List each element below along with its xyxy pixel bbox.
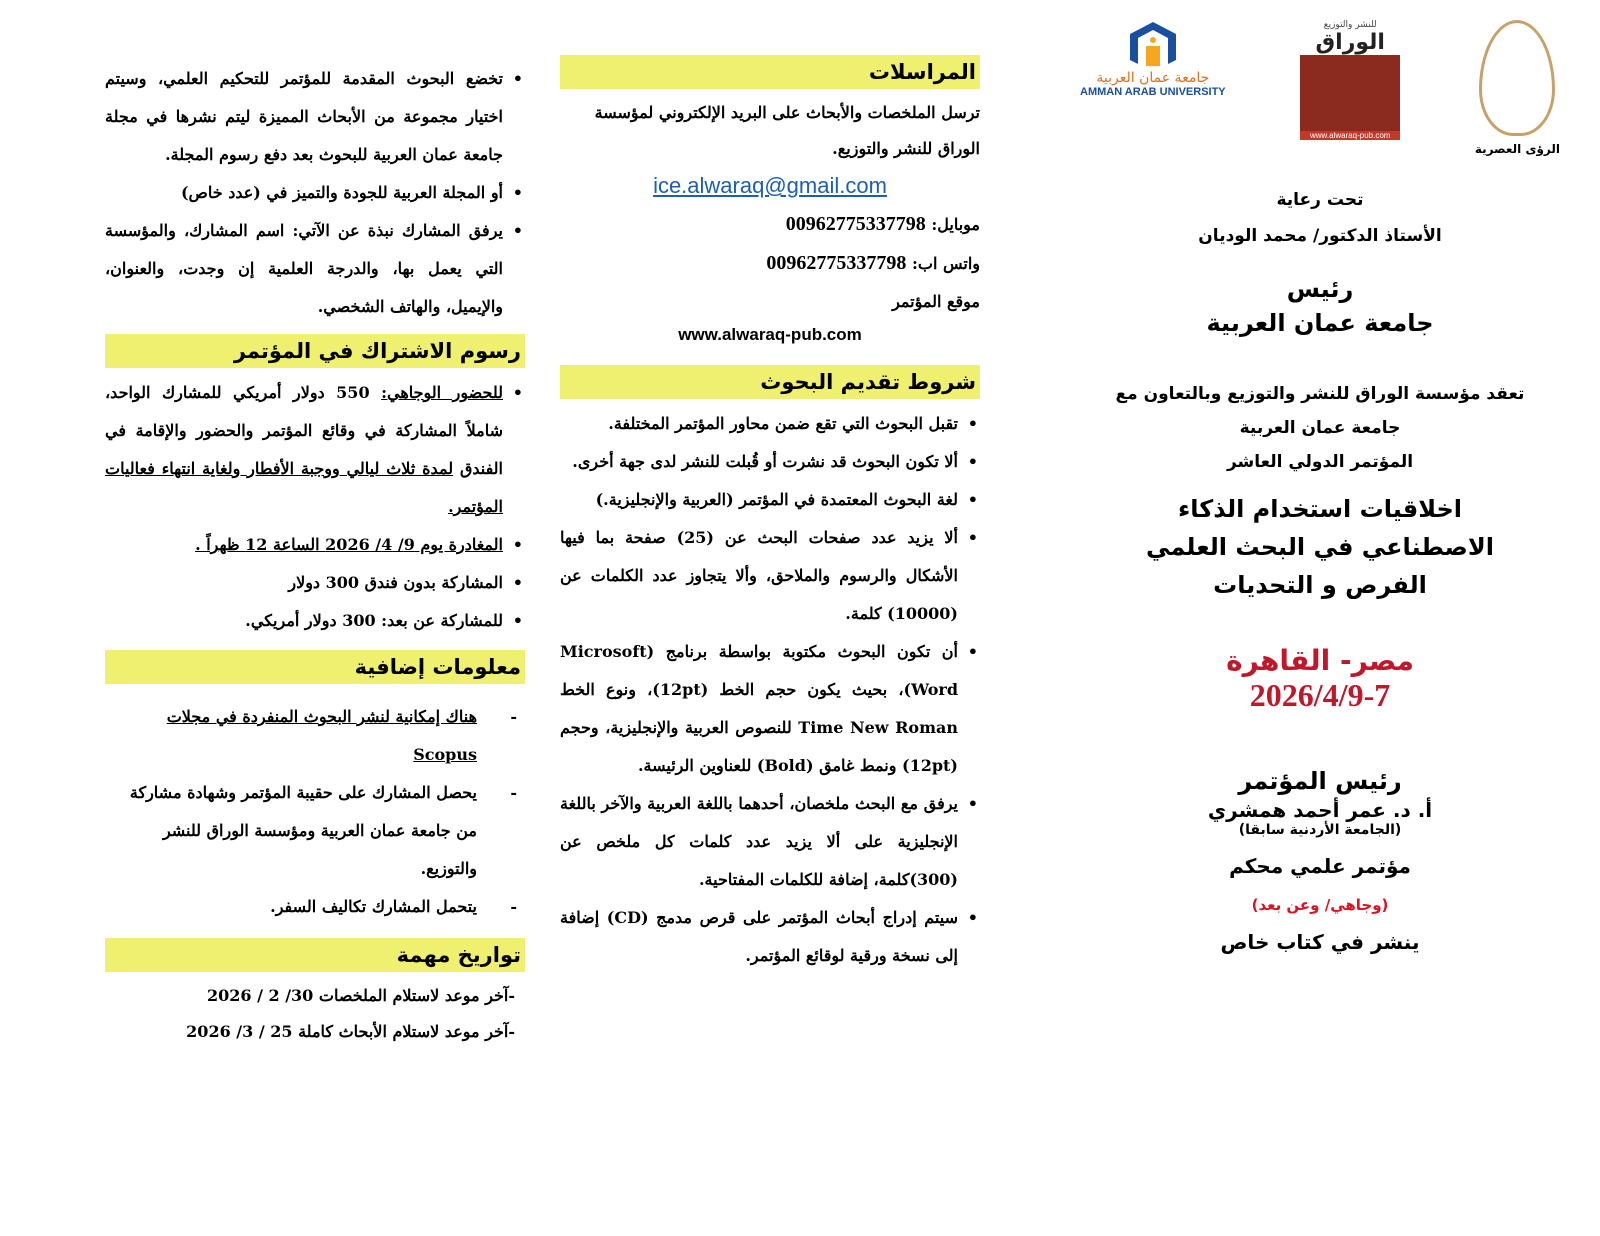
mobile-row: موبايل: 00962775337798 [785, 213, 980, 235]
review-list [105, 60, 525, 326]
submission-heading: شروط تقديم البحوث [560, 365, 980, 399]
patronage-label: تحت رعاية [1276, 190, 1364, 210]
chair-name: أ. د. عمر أحمد همشري [1207, 798, 1433, 822]
alruaa-logo: الرؤى العصرية [1475, 20, 1560, 156]
list-item: • أن تكون البحوث مكتوبة بواسطة برنامج (Microsoft Word)، بحيث يكون حجم الخط (12pt)، ونوع الخط Time New Roman للنصوص العربية والإنجليزية، وحجم (12pt) ونمط غامق (Bold) للعناوين الرئيسة. [560, 633, 958, 785]
cover-panel [1080, 20, 1560, 954]
fee-no-hotel: • المشاركة بدون فندق 300 دولار [105, 564, 503, 602]
patron-role: رئيس [1286, 275, 1354, 303]
website-label: موقع المؤتمر [892, 292, 980, 311]
list-item: • يرفق مع البحث ملخصان، أحدهما باللغة العربية والآخر باللغة الإنجليزية على ألا يزيد عدد كلمات كل ملخص عن (300)كلمة، إضافة للكلمات المفتاحية. [560, 785, 958, 899]
conference-title-1: اخلاقيات استخدام الذكاء [1177, 495, 1463, 523]
additional-info-heading: معلومات إضافية [105, 650, 525, 684]
mobile-number: 00962775337798 [785, 213, 926, 235]
list-item: • يرفق المشارك نبذة عن الآتي: اسم المشارك، والمؤسسة التي يعمل بها، والدرجة العلمية إن وجدت، والعنوان، والإيميل، والهاتف الشخصي. [105, 212, 503, 326]
list-item: - هناك إمكانية لنشر البحوث المنفردة في مجلات Scopus [105, 698, 477, 774]
amman-arab-university-logo: جامعة عمان العربية AMMAN ARAB UNIVERSITY [1080, 20, 1226, 98]
list-item: - يحصل المشارك على حقيبة المؤتمر وشهادة مشاركة من جامعة عمان العربية ومؤسسة الوراق للنشر والتوزيع. [105, 774, 477, 888]
patron-name: الأستاذ الدكتور/ محمد الوديان [1198, 226, 1442, 246]
correspondence-intro: ترسل الملخصات والأبحاث على البريد الإلكتروني لمؤسسة الوراق للنشر والتوزيع. [594, 103, 980, 158]
conference-title-3: الفرص و التحديات [1213, 571, 1427, 599]
list-item: • أو المجلة العربية للجودة والتميز في (عدد خاص) [105, 174, 503, 212]
logos-row [1080, 20, 1560, 170]
organizer-partner: جامعة عمان العربية [1239, 418, 1401, 438]
publication-note: ينشر في كتاب خاص [1220, 930, 1420, 954]
chair-affiliation: (الجامعة الأردنية سابقا) [1238, 822, 1402, 838]
calligraphy-emblem-icon [1479, 20, 1555, 136]
list-item: • لغة البحوث المعتمدة في المؤتمر (العربية والإنجليزية.) [560, 481, 958, 519]
conference-location: مصر- القاهرة [1226, 644, 1414, 677]
list-item: - يتحمل المشارك تكاليف السفر. [105, 888, 477, 926]
fees-heading: رسوم الاشتراك في المؤتمر [105, 334, 525, 368]
list-item: • تقبل البحوث التي تقع ضمن محاور المؤتمر المختلفة. [560, 405, 958, 443]
submission-list [560, 405, 980, 975]
additional-info-list [105, 698, 525, 926]
date-abstracts: -آخر موعد لاستلام الملخصات 30/ 2 / 2026 [206, 986, 515, 1005]
conference-edition: المؤتمر الدولي العاشر [1226, 452, 1414, 472]
list-item: • سيتم إدراج أبحاث المؤتمر على قرص مدمج (CD) إضافة إلى نسخة ورقية لوقائع المؤتمر. [560, 899, 958, 975]
list-item: • ألا تكون البحوث قد نشرت أو قُبلت للنشر لدى جهة أخرى. [560, 443, 958, 481]
left-panel [105, 60, 525, 1050]
middle-panel [560, 55, 980, 975]
whatsapp-row: واتس اب: 00962775337798 [766, 252, 980, 274]
chair-label: رئيس المؤتمر [1238, 767, 1402, 795]
correspondence-heading: المراسلات [560, 55, 980, 89]
date-full-papers: -آخر موعد لاستلام الأبحاث كاملة 25 / 3/ 2026 [186, 1022, 515, 1041]
fee-remote: • للمشاركة عن بعد: 300 دولار أمريكي. [105, 602, 503, 640]
website-link[interactable]: www.alwaraq-pub.com [678, 325, 862, 344]
university-emblem-icon [1128, 20, 1178, 70]
conference-type: مؤتمر علمي محكم [1229, 854, 1411, 878]
conference-title-2: الاصطناعي في البحث العلمي [1146, 533, 1494, 561]
patron-institution: جامعة عمان العربية [1206, 309, 1434, 337]
alwaraq-logo: للنشر والتوزيع الوراق www.alwaraq-pub.com [1300, 20, 1400, 140]
organizer-line: تعقد مؤسسة الوراق للنشر والتوزيع وبالتعاون مع [1115, 384, 1525, 404]
fee-departure: • المغادرة يوم 9/ 4/ 2026 الساعة 12 ظهراً . [105, 526, 503, 564]
email-link[interactable]: ice.alwaraq@gmail.com [653, 173, 887, 198]
important-dates-heading: تواريخ مهمة [105, 938, 525, 972]
fee-in-person: • للحضور الوجاهي: 550 دولار أمريكي للمشارك الواحد، شاملاً المشاركة في وقائع المؤتمر والحضور والإقامة في الفندق لمدة ثلاث ليالي ووجبة الأفطار ولغاية انتهاء فعاليات المؤتمر. [105, 374, 503, 526]
list-item: • تخضع البحوث المقدمة للمؤتمر للتحكيم العلمي، وسيتم اختيار مجموعة من الأبحاث المميزة ليتم نشرها في مجلة جامعة عمان العربية للبحوث بعد دفع رسوم المجلة. [105, 60, 503, 174]
list-item: • ألا يزيد عدد صفحات البحث عن (25) صفحة بما فيها الأشكال والرسوم والملاحق، وألا يتجاوز عدد الكلمات عن (10000) كلمة. [560, 519, 958, 633]
whatsapp-number: 00962775337798 [766, 252, 907, 274]
conference-dates: 2026/4/9-7 [1249, 677, 1391, 713]
fees-list [105, 374, 525, 640]
attendance-mode: (وجاهي/ وعن بعد) [1251, 896, 1389, 914]
